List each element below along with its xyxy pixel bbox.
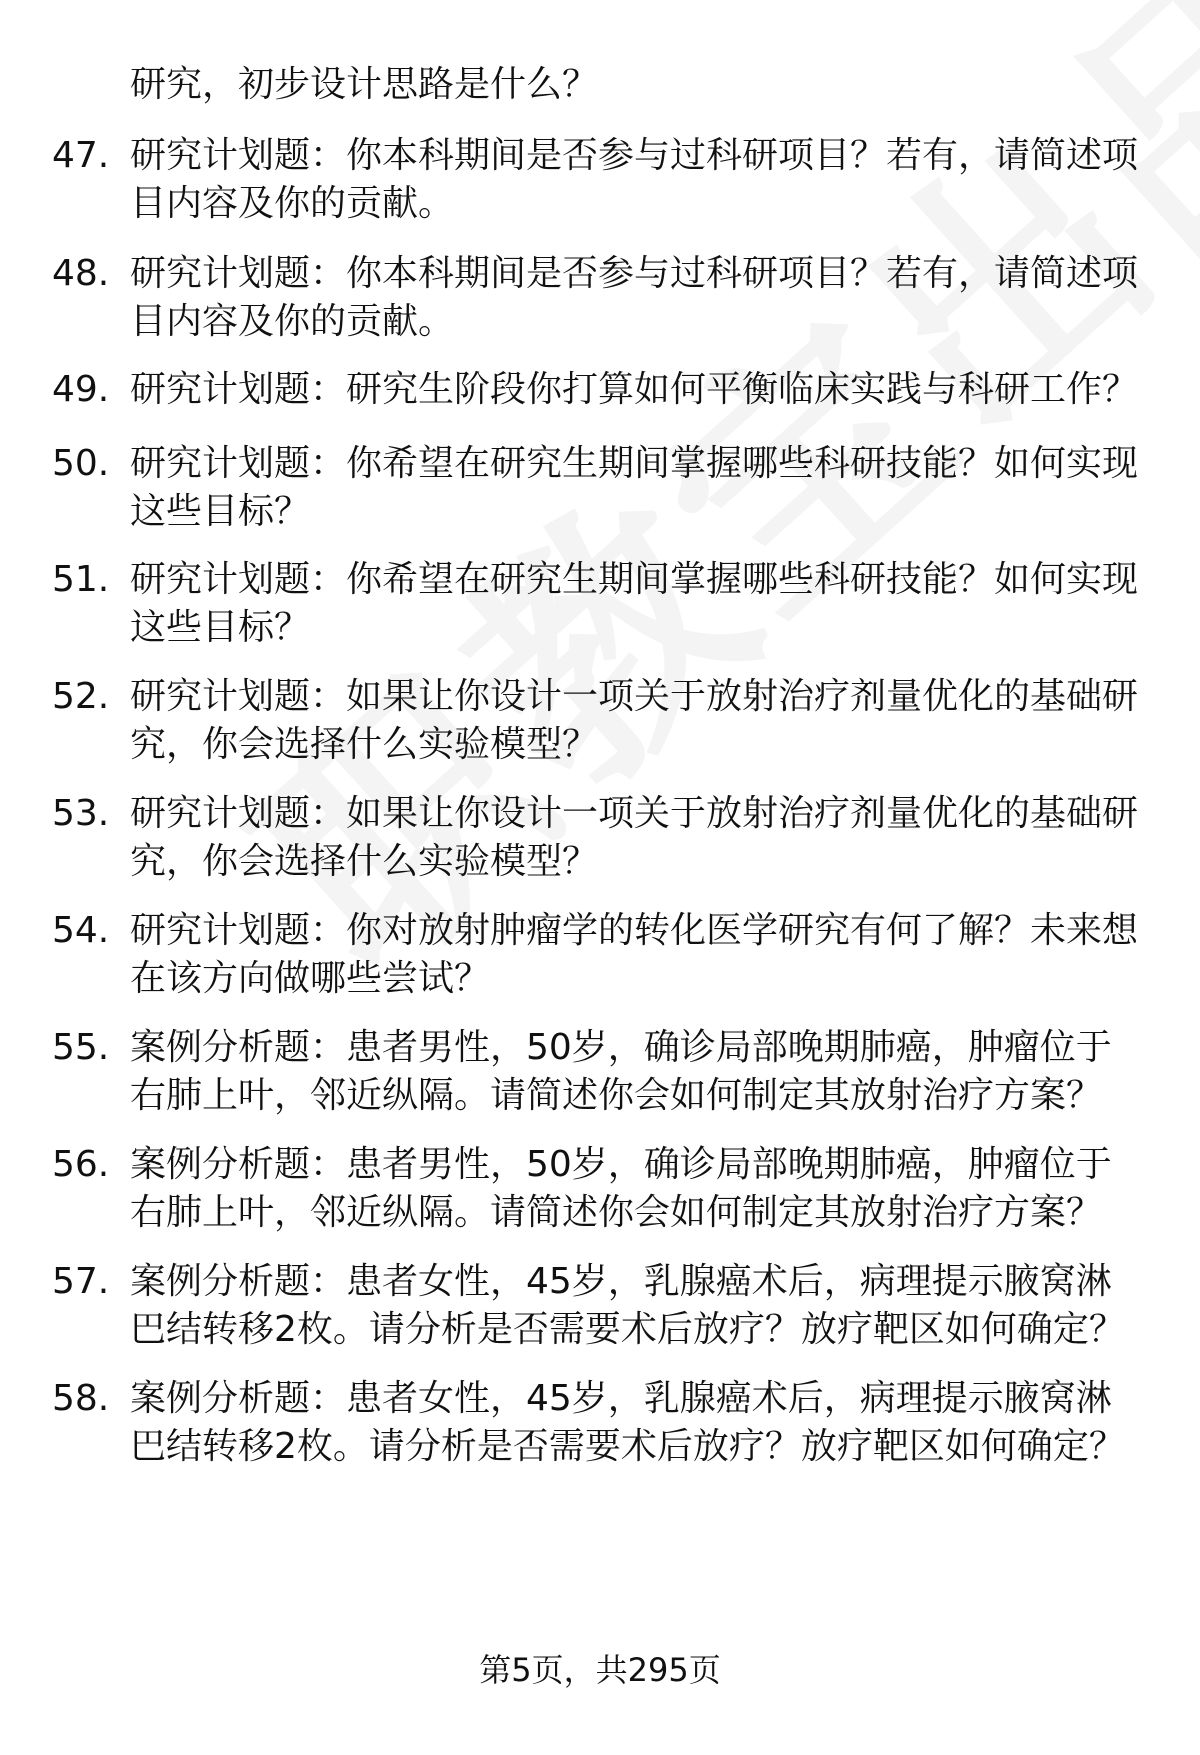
question-text: 案例分析题：患者男性，50岁，确诊局部晚期肺癌，肿瘤位于右肺上叶，邻近纵隔。请简述你会如何制定其放射治疗方案？ — [130, 1027, 1112, 1116]
question-item — [52, 673, 1152, 769]
question-number: 48. — [52, 253, 110, 294]
question-item — [52, 1024, 1152, 1120]
question-number: 56. — [52, 1144, 110, 1185]
question-text: 研究计划题：如果让你设计一项关于放射治疗剂量优化的基础研究，你会选择什么实验模型？ — [130, 676, 1139, 765]
continued-question-text: 研究，初步设计思路是什么？ — [130, 64, 599, 105]
question-number: 57. — [52, 1261, 110, 1302]
question-item — [52, 440, 1152, 536]
question-number: 49. — [52, 369, 110, 410]
question-item — [52, 790, 1152, 886]
question-text: 研究计划题：研究生阶段你打算如何平衡临床实践与科研工作？ — [130, 369, 1139, 410]
question-text: 案例分析题：患者男性，50岁，确诊局部晚期肺癌，肿瘤位于右肺上叶，邻近纵隔。请简述你会如何制定其放射治疗方案？ — [130, 1144, 1112, 1233]
question-item — [52, 132, 1152, 228]
page-number-footer: 第5页，共295页 — [479, 1651, 721, 1689]
question-number: 50. — [52, 443, 110, 484]
question-text: 研究计划题：你对放射肿瘤学的转化医学研究有何了解？未来想在该方向做哪些尝试？ — [130, 910, 1139, 999]
question-text: 案例分析题：患者女性，45岁，乳腺癌术后，病理提示腋窝淋巴结转移2枚。请分析是否需要术后放疗？放疗靶区如何确定？ — [130, 1261, 1125, 1350]
question-item — [52, 1141, 1152, 1237]
question-text: 研究计划题：你希望在研究生期间掌握哪些科研技能？如何实现这些目标？ — [130, 443, 1139, 532]
question-number: 54. — [52, 910, 110, 951]
question-number: 53. — [52, 793, 110, 834]
question-item — [52, 250, 1152, 346]
question-item — [52, 907, 1152, 1003]
question-item — [52, 1375, 1152, 1471]
question-item — [52, 366, 1152, 414]
question-text: 研究计划题：如果让你设计一项关于放射治疗剂量优化的基础研究，你会选择什么实验模型？ — [130, 793, 1139, 882]
question-number: 55. — [52, 1027, 110, 1068]
question-number: 58. — [52, 1378, 110, 1419]
question-text: 案例分析题：患者女性，45岁，乳腺癌术后，病理提示腋窝淋巴结转移2枚。请分析是否需要术后放疗？放疗靶区如何确定？ — [130, 1378, 1125, 1467]
question-text: 研究计划题：你本科期间是否参与过科研项目？若有，请简述项目内容及你的贡献。 — [130, 135, 1139, 224]
question-text: 研究计划题：你希望在研究生期间掌握哪些科研技能？如何实现这些目标？ — [130, 559, 1139, 648]
question-number: 51. — [52, 559, 110, 600]
question-text: 研究计划题：你本科期间是否参与过科研项目？若有，请简述项目内容及你的贡献。 — [130, 253, 1139, 342]
question-number: 52. — [52, 676, 110, 717]
question-item — [52, 1258, 1152, 1354]
question-number: 47. — [52, 135, 110, 176]
question-item — [52, 556, 1152, 652]
